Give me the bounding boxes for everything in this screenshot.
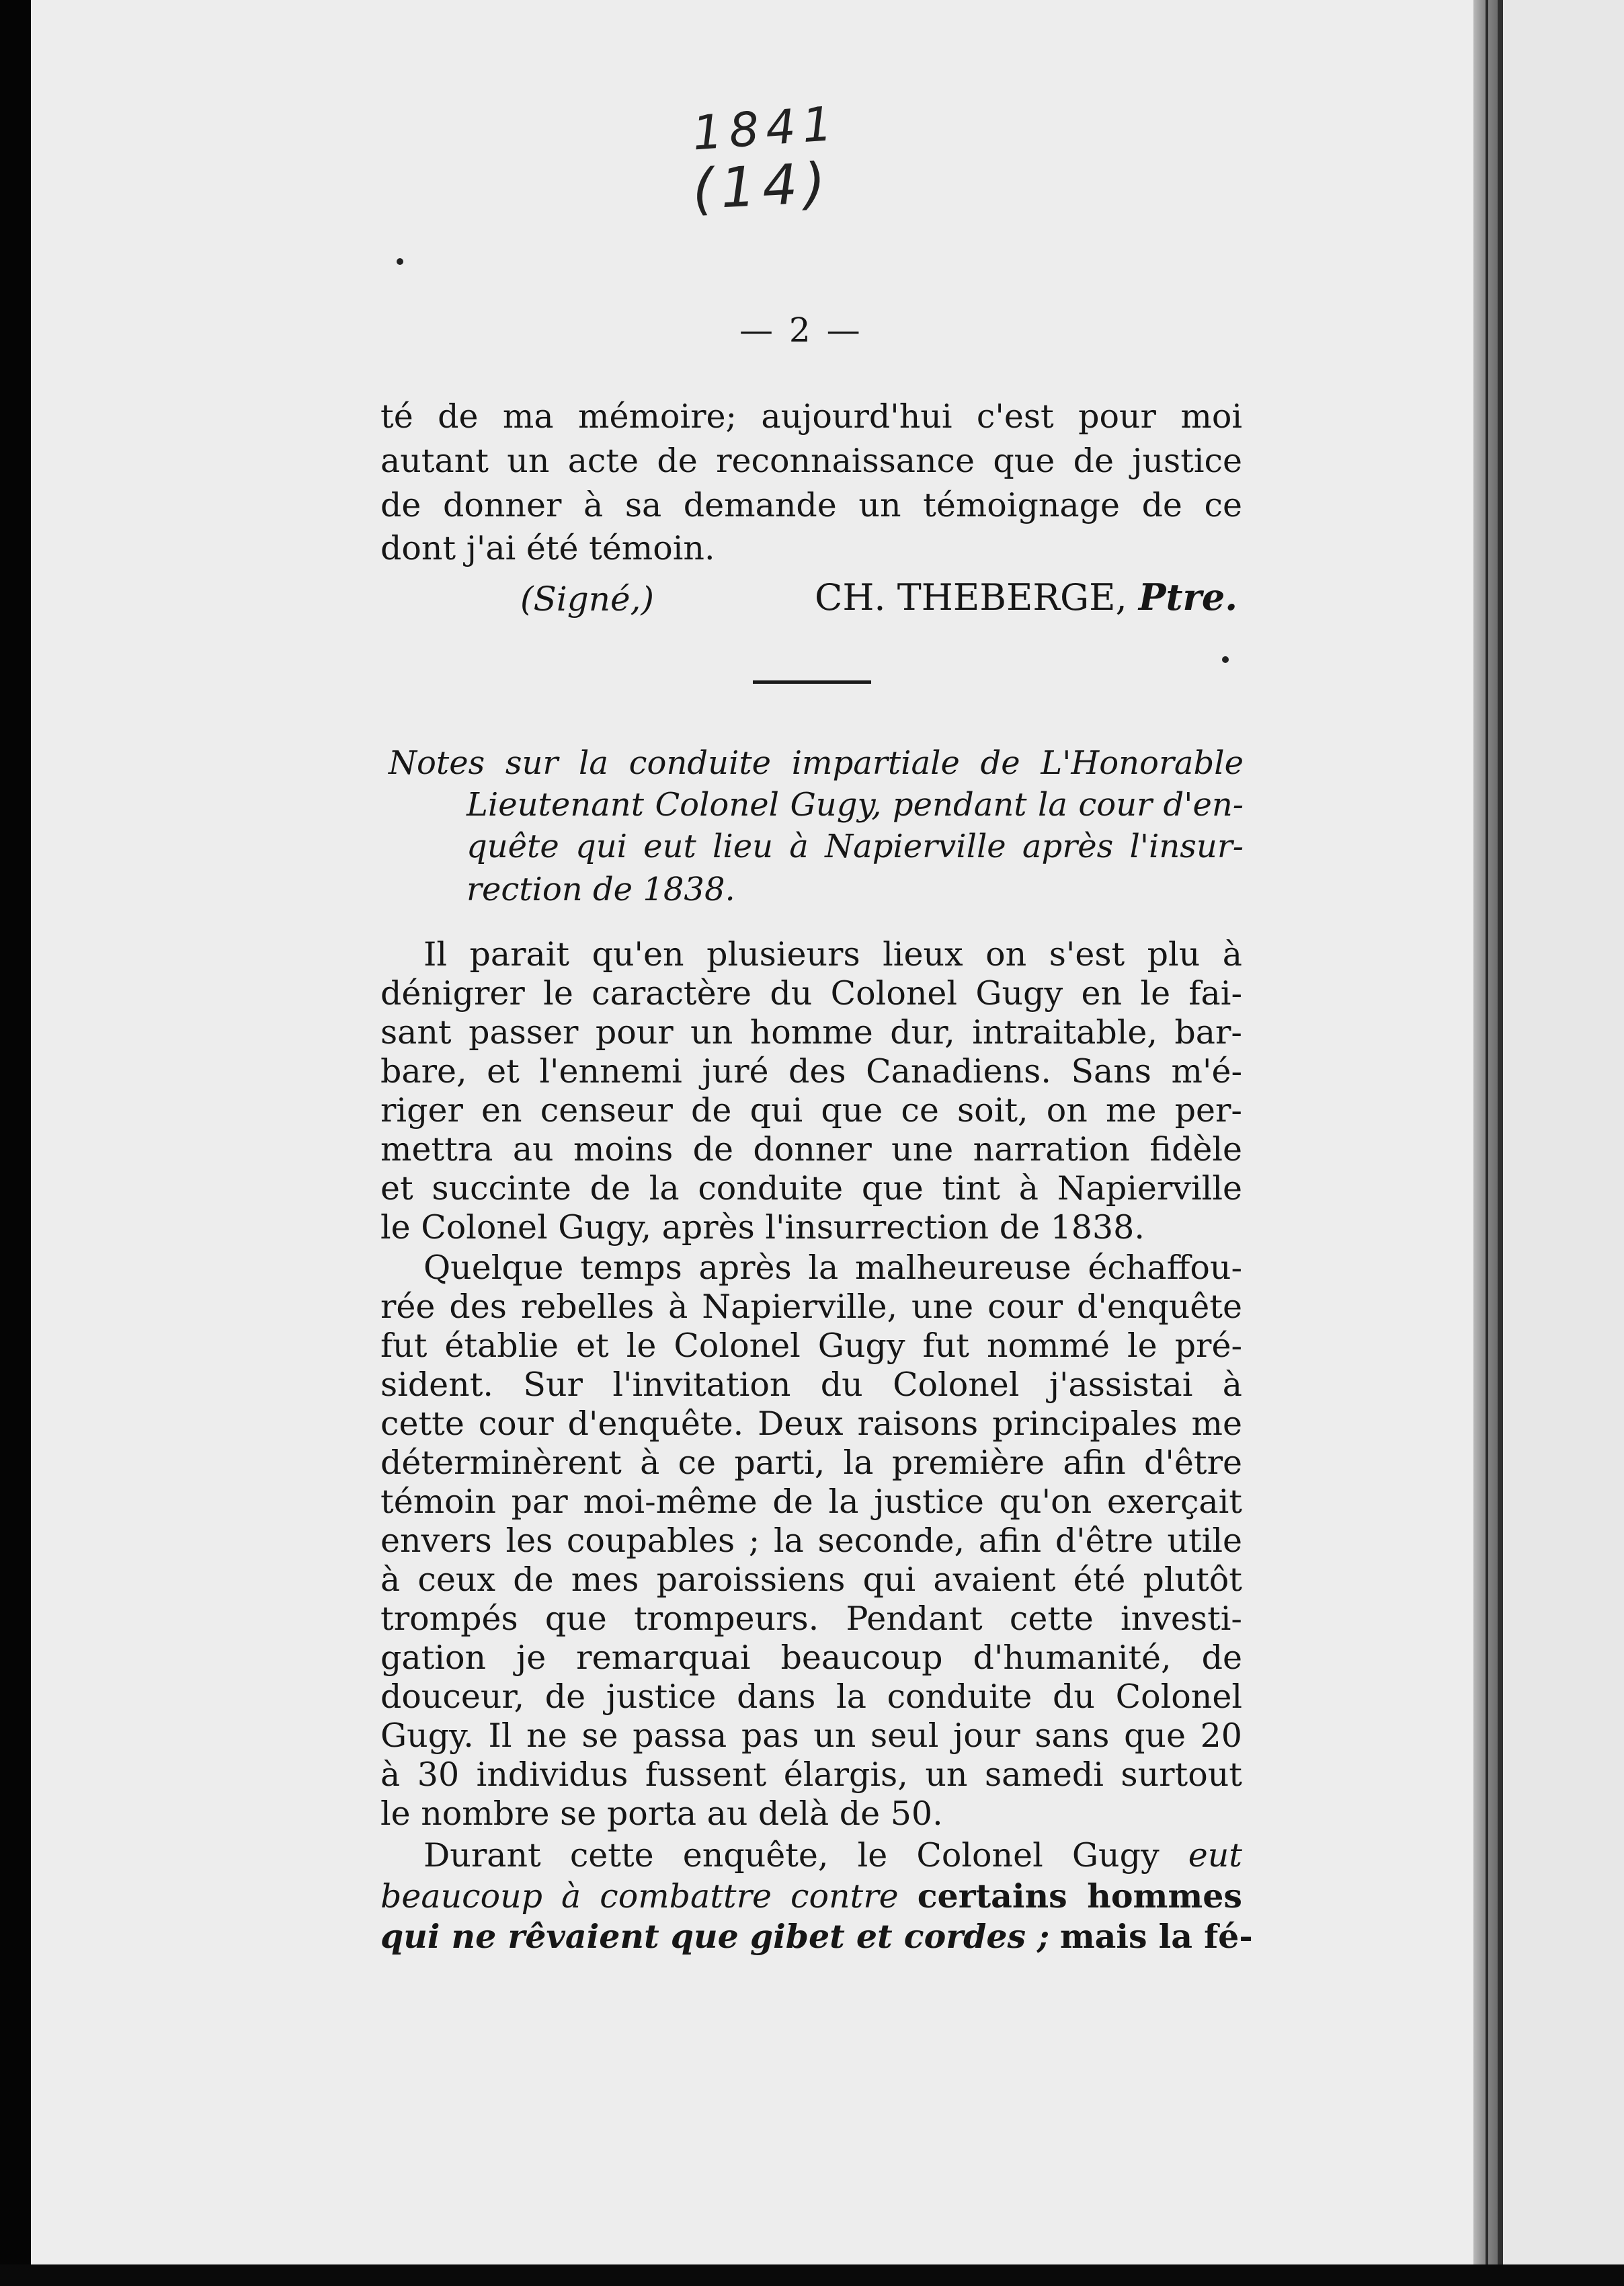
scan-bottom-border (0, 2264, 1624, 2286)
text-line: témoin par moi-même de la justice qu'on exerçait (380, 1483, 1242, 1521)
text-line: rée des rebelles à Napierville, une cour d'enquête (380, 1288, 1242, 1326)
text-run-italic: beaucoup à combattre contre (380, 1877, 899, 1916)
scan-left-border (0, 0, 31, 2286)
text-line: et succinte de la conduite que tint à Napierville (380, 1169, 1242, 1208)
text-line-mixed (380, 1916, 1253, 1957)
notes-heading-line: rection de 1838. (466, 871, 735, 908)
signer-name (815, 576, 1237, 619)
adjacent-page (1498, 0, 1624, 2286)
text-run: mais la fé- (1059, 1917, 1253, 1956)
text-line: dont j'ai été témoin. (380, 529, 715, 567)
notes-heading-line: quête qui eut lieu à Napierville après l'insur- (466, 828, 1244, 865)
text-line: trompés que trompeurs. Pendant cette investi- (380, 1600, 1242, 1638)
text-run: certains hommes (917, 1877, 1243, 1916)
text-line: bare, et l'ennemi juré des Canadiens. Sans m'é- (380, 1052, 1242, 1091)
notes-heading-line: Lieutenant Colonel Gugy, pendant la cour d'en- (466, 786, 1244, 824)
page-edge-line (1486, 0, 1488, 2286)
text-line: douceur, de justice dans la conduite du Colonel (380, 1678, 1242, 1716)
text-line: Quelque temps après la malheureuse échaffou- (423, 1249, 1242, 1287)
ink-speck (1222, 656, 1229, 663)
text-line-mixed (423, 1836, 1242, 1876)
signer-title: Ptre. (1138, 576, 1238, 619)
text-line: fut établie et le Colonel Gugy fut nommé le pré- (380, 1327, 1242, 1365)
text-line: sident. Sur l'invitation du Colonel j'assistai à (380, 1366, 1242, 1404)
text-line: à 30 individus fussent élargis, un samedi surtout (380, 1756, 1242, 1794)
text-run-italic: eut (1188, 1836, 1242, 1875)
text-line: autant un acte de reconnaissance que de justice (380, 442, 1242, 480)
section-divider (753, 680, 871, 684)
text-line: gation je remarquai beaucoup d'humanité, de (380, 1639, 1242, 1677)
text-line: envers les coupables ; la seconde, afin d'être utile (380, 1522, 1242, 1560)
text-run: Durant cette enquête, le Colonel Gugy (423, 1836, 1160, 1875)
text-line: Il parait qu'en plusieurs lieux on s'est plu à (423, 935, 1242, 974)
text-line: le nombre se porta au delà de 50. (380, 1795, 943, 1833)
text-line-mixed (380, 1876, 1242, 1917)
text-run-italic: qui ne rêvaient que gibet et cordes ; (380, 1917, 1050, 1956)
signer-name-text: CH. THEBERGE, (815, 576, 1127, 619)
text-line: dénigrer le caractère du Colonel Gugy en le fai- (380, 974, 1242, 1013)
text-line: déterminèrent à ce parti, la première afin d'être (380, 1444, 1242, 1482)
handwritten-number: (14) (690, 151, 834, 223)
text-line: riger en censeur de qui que ce soit, on me per- (380, 1091, 1242, 1130)
text-line: le Colonel Gugy, après l'insurrection de 1838. (380, 1208, 1145, 1247)
text-line: té de ma mémoire; aujourd'hui c'est pour moi (380, 397, 1242, 436)
ink-speck (397, 258, 403, 265)
notes-heading-line: Notes sur la conduite impartiale de L'Honorable (389, 744, 1244, 782)
text-line: cette cour d'enquête. Deux raisons principales me (380, 1405, 1242, 1443)
signed-label: (Signé,) (520, 580, 654, 619)
text-line: mettra au moins de donner une narration fidèle (380, 1130, 1242, 1169)
text-line: Gugy. Il ne se passa pas un seul jour sans que 20 (380, 1717, 1242, 1755)
handwritten-year: 1841 (690, 95, 841, 161)
text-line: de donner à sa demande un témoignage de ce (380, 486, 1242, 524)
text-line: sant passer pour un homme dur, intraitable, bar- (380, 1013, 1242, 1052)
adjacent-page-strip (1498, 0, 1503, 2286)
text-line: à ceux de mes paroissiens qui avaient été plutôt (380, 1561, 1242, 1599)
page-number: — 2 — (739, 311, 863, 350)
